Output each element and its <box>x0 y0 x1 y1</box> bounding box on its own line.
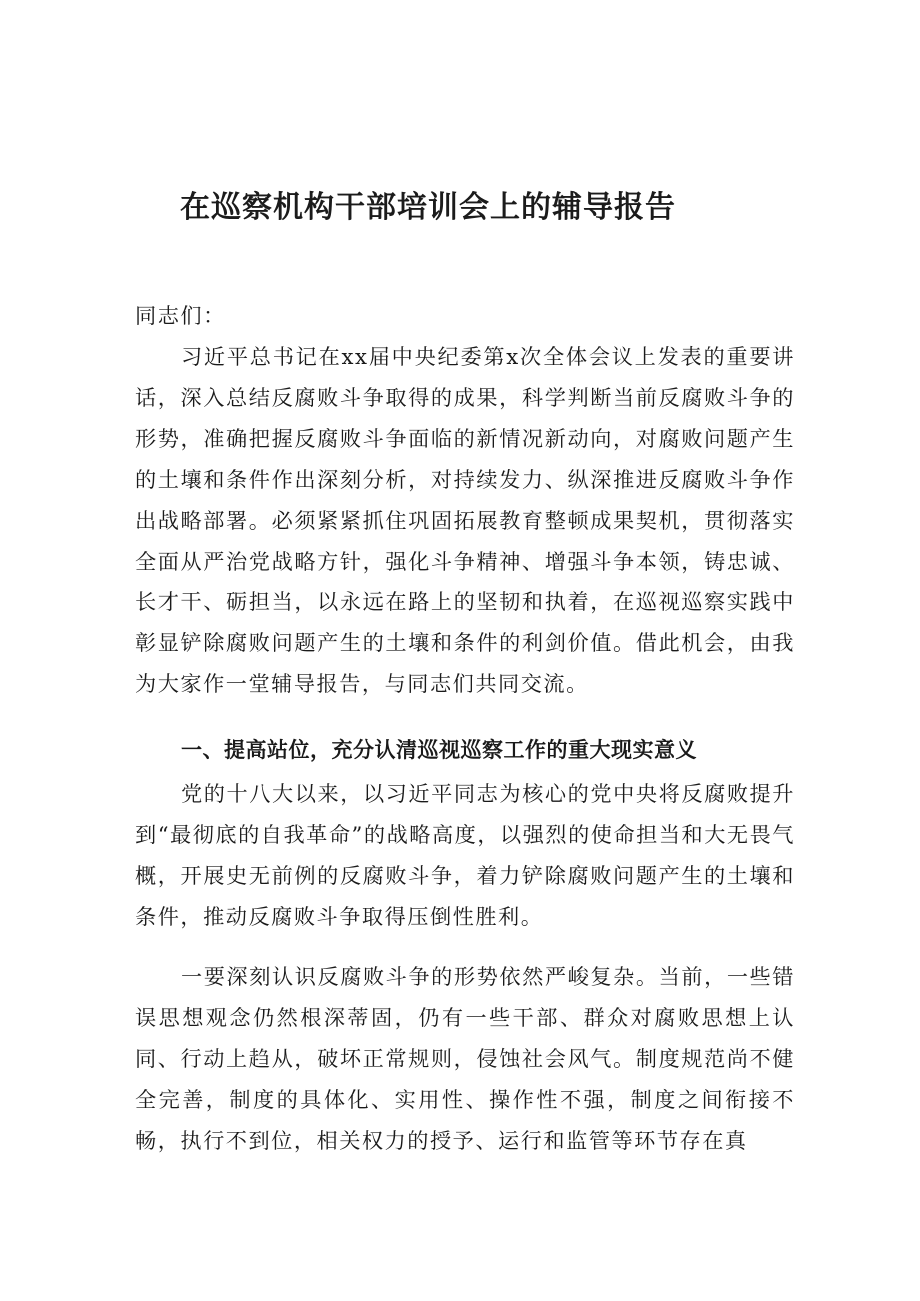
section-paragraph: 一要深刻认识反腐败斗争的形势依然严峻复杂。当前，一些错误思想观念仍然根深蒂固，仍有一些干部、群众对腐败思想上认同、行动上趋从，破坏正常规则，侵蚀社会风气。制度规范尚不健全完善，制度的具体化、实用性、操作性不强，制度之间衔接不畅，执行不到位，相关权力的授予、运行和监管等环节存在真 <box>135 964 795 1153</box>
intro-paragraph: 习近平总书记在xx届中央纪委第x次全体会议上发表的重要讲话，深入总结反腐败斗争取得的成果，科学判断当前反腐败斗争的形势，准确把握反腐败斗争面临的新情况新动向，对腐败问题产生的土壤和条件作出深刻分析，对持续发力、纵深推进反腐败斗争作出战略部署。必须紧紧抓住巩固拓展教育整顿成果契机，贯彻落实全面从严治党战略方针，强化斗争精神、增强斗争本领，铸忠诚、长才干、砺担当，以永远在路上的坚韧和执着，在巡视巡察实践中彰显铲除腐败问题产生的土壤和条件的利剑价值。借此机会，由我为大家作一堂辅导报告，与同志们共同交流。 <box>135 344 795 697</box>
document-title: 在巡察机构干部培训会上的辅导报告 <box>180 190 676 225</box>
salutation: 同志们： <box>135 303 226 328</box>
section-heading: 一、提高站位，充分认清巡视巡察工作的重大现实意义 <box>181 738 697 762</box>
section-paragraph: 党的十八大以来，以习近平同志为核心的党中央将反腐败提升到“最彻底的自我革命”的战略高度，以强烈的使命担当和大无畏气概，开展史无前例的反腐败斗争，着力铲除腐败问题产生的土壤和条件，推动反腐败斗争取得压倒性胜利。 <box>135 781 795 929</box>
